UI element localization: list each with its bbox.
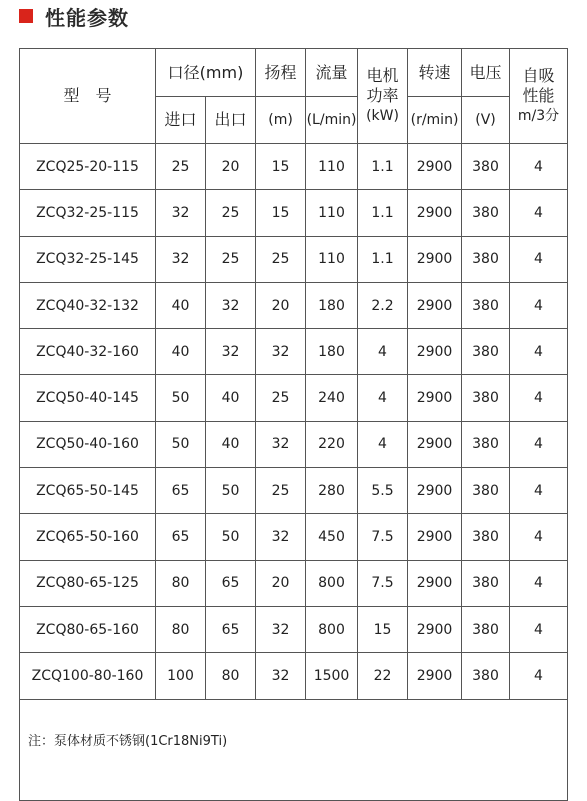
table-row bbox=[20, 144, 568, 190]
cell-inlet: 65 bbox=[156, 468, 206, 514]
table-row bbox=[20, 282, 568, 328]
table-body bbox=[20, 144, 568, 700]
cell-voltage: 380 bbox=[462, 606, 510, 652]
header-self-line2: 性能 bbox=[522, 86, 555, 105]
table-row bbox=[20, 421, 568, 467]
cell-model: ZCQ50-40-160 bbox=[20, 421, 156, 467]
cell-voltage: 380 bbox=[462, 421, 510, 467]
cell-head: 15 bbox=[256, 144, 306, 190]
cell-speed: 2900 bbox=[408, 236, 462, 282]
header-power-unit: (kW) bbox=[366, 108, 399, 124]
cell-outlet: 80 bbox=[206, 653, 256, 699]
table-row bbox=[20, 375, 568, 421]
cell-speed: 2900 bbox=[408, 514, 462, 560]
cell-inlet: 80 bbox=[156, 606, 206, 652]
cell-flow: 180 bbox=[306, 329, 358, 375]
cell-self-priming: 4 bbox=[510, 375, 568, 421]
table-row bbox=[20, 514, 568, 560]
cell-speed: 2900 bbox=[408, 190, 462, 236]
cell-inlet: 50 bbox=[156, 421, 206, 467]
cell-self-priming: 4 bbox=[510, 514, 568, 560]
cell-speed: 2900 bbox=[408, 375, 462, 421]
header-speed-label: 转速 bbox=[418, 62, 451, 82]
cell-outlet: 40 bbox=[206, 421, 256, 467]
cell-power: 7.5 bbox=[358, 560, 408, 606]
cell-head: 32 bbox=[256, 329, 306, 375]
cell-outlet: 65 bbox=[206, 560, 256, 606]
cell-speed: 2900 bbox=[408, 329, 462, 375]
note-text: 注：泵体材质不锈钢(1Cr18Ni9Ti) bbox=[28, 734, 228, 750]
cell-voltage: 380 bbox=[462, 190, 510, 236]
cell-voltage: 380 bbox=[462, 468, 510, 514]
cell-power: 7.5 bbox=[358, 514, 408, 560]
cell-inlet: 40 bbox=[156, 282, 206, 328]
cell-speed: 2900 bbox=[408, 144, 462, 190]
cell-self-priming: 4 bbox=[510, 190, 568, 236]
table-row bbox=[20, 653, 568, 699]
cell-inlet: 65 bbox=[156, 514, 206, 560]
cell-self-priming: 4 bbox=[510, 653, 568, 699]
red-square-icon bbox=[19, 9, 33, 23]
cell-voltage: 380 bbox=[462, 144, 510, 190]
cell-flow: 110 bbox=[306, 144, 358, 190]
cell-self-priming: 4 bbox=[510, 282, 568, 328]
cell-outlet: 25 bbox=[206, 190, 256, 236]
cell-power: 1.1 bbox=[358, 144, 408, 190]
cell-model: ZCQ25-20-115 bbox=[20, 144, 156, 190]
cell-model: ZCQ100-80-160 bbox=[20, 653, 156, 699]
header-voltage-unit: (V) bbox=[462, 97, 510, 144]
cell-outlet: 20 bbox=[206, 144, 256, 190]
cell-head: 32 bbox=[256, 653, 306, 699]
cell-head: 25 bbox=[256, 236, 306, 282]
table-row bbox=[20, 606, 568, 652]
header-self-priming bbox=[510, 49, 568, 144]
header-inlet: 进口 bbox=[156, 97, 206, 144]
cell-self-priming: 4 bbox=[510, 421, 568, 467]
cell-head: 32 bbox=[256, 606, 306, 652]
cell-self-priming: 4 bbox=[510, 236, 568, 282]
cell-head: 25 bbox=[256, 468, 306, 514]
cell-flow: 180 bbox=[306, 282, 358, 328]
cell-power: 1.1 bbox=[358, 190, 408, 236]
header-power bbox=[358, 49, 408, 144]
cell-inlet: 100 bbox=[156, 653, 206, 699]
table-row bbox=[20, 236, 568, 282]
cell-head: 20 bbox=[256, 282, 306, 328]
cell-model: ZCQ80-65-125 bbox=[20, 560, 156, 606]
cell-power: 22 bbox=[358, 653, 408, 699]
table-row bbox=[20, 468, 568, 514]
cell-inlet: 80 bbox=[156, 560, 206, 606]
cell-head: 20 bbox=[256, 560, 306, 606]
cell-voltage: 380 bbox=[462, 653, 510, 699]
cell-outlet: 25 bbox=[206, 236, 256, 282]
cell-inlet: 50 bbox=[156, 375, 206, 421]
header-voltage-label: 电压 bbox=[469, 62, 502, 82]
cell-voltage: 380 bbox=[462, 514, 510, 560]
header-speed-unit: (r/min) bbox=[408, 97, 462, 144]
cell-power: 4 bbox=[358, 421, 408, 467]
cell-model: ZCQ80-65-160 bbox=[20, 606, 156, 652]
cell-flow: 110 bbox=[306, 236, 358, 282]
header-speed bbox=[408, 49, 462, 97]
cell-voltage: 380 bbox=[462, 236, 510, 282]
cell-inlet: 40 bbox=[156, 329, 206, 375]
cell-voltage: 380 bbox=[462, 560, 510, 606]
cell-voltage: 380 bbox=[462, 375, 510, 421]
cell-model: ZCQ32-25-115 bbox=[20, 190, 156, 236]
cell-speed: 2900 bbox=[408, 282, 462, 328]
cell-head: 32 bbox=[256, 421, 306, 467]
cell-outlet: 50 bbox=[206, 468, 256, 514]
cell-speed: 2900 bbox=[408, 421, 462, 467]
cell-outlet: 50 bbox=[206, 514, 256, 560]
cell-self-priming: 4 bbox=[510, 468, 568, 514]
cell-speed: 2900 bbox=[408, 560, 462, 606]
cell-flow: 240 bbox=[306, 375, 358, 421]
cell-voltage: 380 bbox=[462, 329, 510, 375]
cell-inlet: 25 bbox=[156, 144, 206, 190]
table-note bbox=[20, 699, 568, 800]
header-self-unit: m/3分 bbox=[517, 108, 560, 124]
cell-power: 4 bbox=[358, 375, 408, 421]
header-flow bbox=[306, 49, 358, 97]
cell-head: 25 bbox=[256, 375, 306, 421]
cell-flow: 800 bbox=[306, 560, 358, 606]
cell-model: ZCQ32-25-145 bbox=[20, 236, 156, 282]
table-row bbox=[20, 190, 568, 236]
header-power-line1: 电机 bbox=[366, 66, 399, 85]
cell-self-priming: 4 bbox=[510, 606, 568, 652]
cell-self-priming: 4 bbox=[510, 329, 568, 375]
cell-model: ZCQ65-50-160 bbox=[20, 514, 156, 560]
cell-power: 5.5 bbox=[358, 468, 408, 514]
header-flow-unit: (L/min) bbox=[306, 97, 358, 144]
cell-model: ZCQ50-40-145 bbox=[20, 375, 156, 421]
cell-voltage: 380 bbox=[462, 282, 510, 328]
header-outlet: 出口 bbox=[206, 97, 256, 144]
header-self-line1: 自吸 bbox=[522, 66, 555, 85]
cell-outlet: 32 bbox=[206, 282, 256, 328]
cell-flow: 220 bbox=[306, 421, 358, 467]
cell-flow: 280 bbox=[306, 468, 358, 514]
cell-power: 4 bbox=[358, 329, 408, 375]
cell-model: ZCQ40-32-160 bbox=[20, 329, 156, 375]
header-power-line2: 功率 bbox=[366, 86, 399, 105]
cell-inlet: 32 bbox=[156, 236, 206, 282]
header-voltage bbox=[462, 49, 510, 97]
cell-flow: 450 bbox=[306, 514, 358, 560]
header-head-unit: (m) bbox=[256, 97, 306, 144]
section-title: 性能参数 bbox=[45, 5, 129, 30]
cell-model: ZCQ40-32-132 bbox=[20, 282, 156, 328]
cell-power: 15 bbox=[358, 606, 408, 652]
cell-power: 1.1 bbox=[358, 236, 408, 282]
cell-power: 2.2 bbox=[358, 282, 408, 328]
cell-flow: 1500 bbox=[306, 653, 358, 699]
cell-inlet: 32 bbox=[156, 190, 206, 236]
table-row bbox=[20, 560, 568, 606]
cell-flow: 110 bbox=[306, 190, 358, 236]
cell-speed: 2900 bbox=[408, 468, 462, 514]
cell-head: 32 bbox=[256, 514, 306, 560]
cell-model: ZCQ65-50-145 bbox=[20, 468, 156, 514]
header-model: 型 号 bbox=[20, 49, 156, 144]
header-flow-label: 流量 bbox=[315, 62, 348, 82]
section-header bbox=[19, 3, 129, 29]
cell-self-priming: 4 bbox=[510, 144, 568, 190]
cell-outlet: 65 bbox=[206, 606, 256, 652]
header-head-label: 扬程 bbox=[264, 62, 297, 82]
table-row bbox=[20, 329, 568, 375]
cell-outlet: 32 bbox=[206, 329, 256, 375]
cell-self-priming: 4 bbox=[510, 560, 568, 606]
cell-head: 15 bbox=[256, 190, 306, 236]
cell-outlet: 40 bbox=[206, 375, 256, 421]
cell-speed: 2900 bbox=[408, 606, 462, 652]
cell-speed: 2900 bbox=[408, 653, 462, 699]
spec-table bbox=[19, 48, 568, 801]
header-caliber: 口径(mm) bbox=[156, 49, 256, 97]
cell-flow: 800 bbox=[306, 606, 358, 652]
header-head bbox=[256, 49, 306, 97]
